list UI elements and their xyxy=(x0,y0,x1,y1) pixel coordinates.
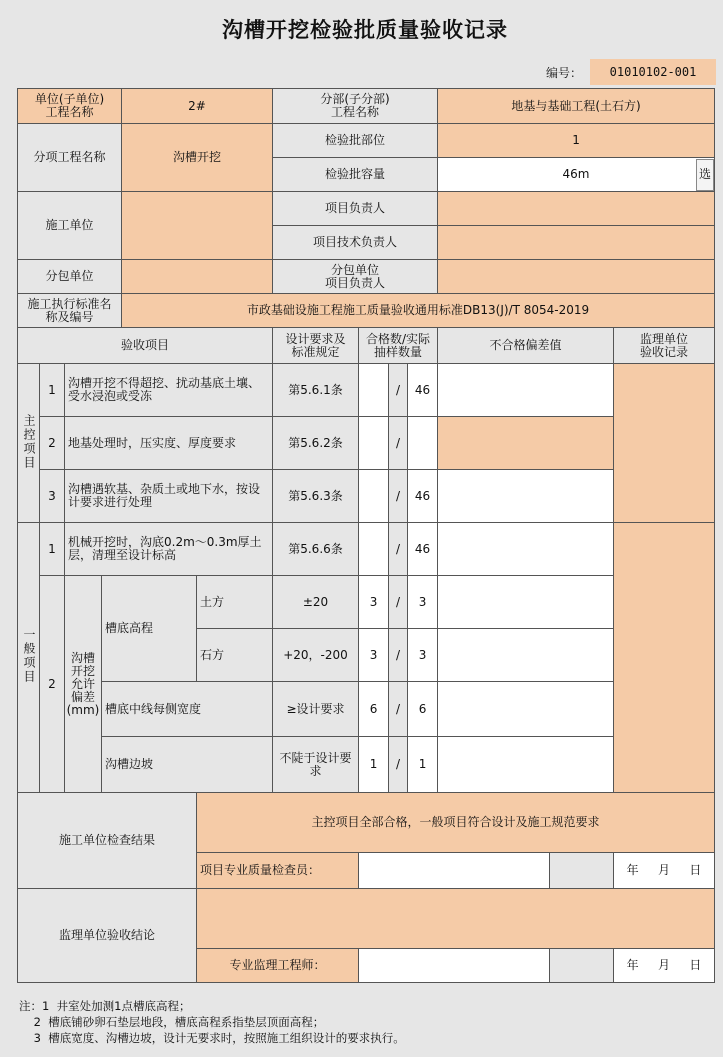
inspection-sheet xyxy=(14,0,716,1057)
item-design: 第5.6.2条 xyxy=(273,417,359,470)
batch-location-value[interactable]: 1 xyxy=(438,124,715,158)
item-deviation[interactable] xyxy=(438,682,614,737)
item-deviation[interactable] xyxy=(438,417,614,470)
tolerance-group-label: 沟槽开挖允许偏差(mm) xyxy=(65,576,102,793)
engineer-gap xyxy=(550,949,614,983)
item-design: +20，-200 xyxy=(273,629,359,682)
item-slash: / xyxy=(389,523,408,576)
inspector-signature[interactable] xyxy=(359,853,550,889)
tech-lead-label: 项目技术负责人 xyxy=(273,226,438,260)
item-total[interactable]: 3 xyxy=(408,576,438,629)
division-name-value[interactable]: 地基与基础工程(土石方) xyxy=(438,89,715,124)
item-design: 第5.6.3条 xyxy=(273,470,359,523)
contractor-check-result[interactable]: 主控项目全部合格，一般项目符合设计及施工规范要求 xyxy=(197,793,715,853)
item-deviation[interactable] xyxy=(438,364,614,417)
standard-value[interactable]: 市政基础设施工程施工质量验收通用标准DB13(J)/T 8054-2019 xyxy=(122,294,715,328)
notes xyxy=(19,998,405,1046)
item-total[interactable]: 1 xyxy=(408,737,438,793)
table-row xyxy=(18,470,715,523)
unit-name-value[interactable]: 2# xyxy=(122,89,273,124)
note-line: 2 槽底铺砂卵石垫层地段，槽底高程系指垫层顶面高程； xyxy=(19,1015,325,1029)
item-pass[interactable] xyxy=(359,364,389,417)
date-month-label: 月 xyxy=(658,863,671,877)
item-design: 不陡于设计要求 xyxy=(273,737,359,793)
col-item-header: 验收项目 xyxy=(18,328,273,364)
division-name-label: 分部(子分部) 工程名称 xyxy=(273,89,438,124)
page-title: 沟槽开挖检验批质量验收记录 xyxy=(222,18,508,42)
unit-name-label: 单位(子单位) 工程名称 xyxy=(18,89,122,124)
table-row xyxy=(18,682,715,737)
item-pass[interactable] xyxy=(359,417,389,470)
batch-capacity-value[interactable]: 46m xyxy=(562,167,590,181)
engineer-signature[interactable] xyxy=(359,949,550,983)
item-design: ±20 xyxy=(273,576,359,629)
item-slash: / xyxy=(389,417,408,470)
item-no: 3 xyxy=(40,470,65,523)
item-deviation[interactable] xyxy=(438,576,614,629)
col-count-header: 合格数/实际 抽样数量 xyxy=(359,328,438,364)
main-group-label: 主控项目 xyxy=(18,364,40,523)
batch-location-label: 检验批部位 xyxy=(273,124,438,158)
item-total[interactable] xyxy=(408,417,438,470)
item-pass[interactable]: 3 xyxy=(359,629,389,682)
date-day-label: 日 xyxy=(689,863,702,877)
table-row xyxy=(18,576,715,629)
item-deviation[interactable] xyxy=(438,470,614,523)
general-supervisor-record[interactable] xyxy=(614,523,715,793)
project-lead-label: 项目负责人 xyxy=(273,192,438,226)
item-slash: / xyxy=(389,576,408,629)
item-no: 1 xyxy=(40,523,65,576)
item-pass[interactable]: 6 xyxy=(359,682,389,737)
table-row xyxy=(18,364,715,417)
supervisor-date[interactable] xyxy=(614,949,715,983)
tech-lead-value[interactable] xyxy=(438,226,715,260)
item-slash: / xyxy=(389,737,408,793)
supervisor-check-label: 监理单位验收结论 xyxy=(18,889,197,983)
item-slash: / xyxy=(389,364,408,417)
item-text: 沟槽开挖不得超挖、扰动基底土壤、受水浸泡或受冻 xyxy=(65,364,273,417)
contractor-value[interactable] xyxy=(122,192,273,260)
item-deviation[interactable] xyxy=(438,737,614,793)
item-pass[interactable]: 1 xyxy=(359,737,389,793)
item-total[interactable]: 46 xyxy=(408,364,438,417)
table-row xyxy=(18,417,715,470)
code-value-field[interactable]: 01010102-001 xyxy=(590,59,716,85)
item-slash: / xyxy=(389,682,408,737)
item-pass[interactable] xyxy=(359,470,389,523)
code-label: 编号： xyxy=(546,66,583,80)
table-row xyxy=(18,523,715,576)
item-no: 2 xyxy=(40,417,65,470)
item-deviation[interactable] xyxy=(438,629,614,682)
item-pass[interactable]: 3 xyxy=(359,576,389,629)
item-no: 2 xyxy=(40,576,65,793)
item-slash: / xyxy=(389,470,408,523)
subcontractor-label: 分包单位 xyxy=(18,260,122,294)
item-total[interactable]: 46 xyxy=(408,523,438,576)
inspector-gap xyxy=(550,853,614,889)
item-total[interactable]: 3 xyxy=(408,629,438,682)
sub-lead-label: 分包单位 项目负责人 xyxy=(273,260,438,294)
date-year-label: 年 xyxy=(626,958,639,972)
main-supervisor-record[interactable] xyxy=(614,364,715,523)
slope-label: 沟槽边坡 xyxy=(102,737,273,793)
sub-item-label: 土方 xyxy=(197,576,273,629)
inspector-label: 项目专业质量检查员： xyxy=(197,853,359,889)
col-supervisor-header: 监理单位 验收记录 xyxy=(614,328,715,364)
item-total[interactable]: 46 xyxy=(408,470,438,523)
item-design: 第5.6.1条 xyxy=(273,364,359,417)
item-text: 沟槽遇软基、杂质土或地下水，按设计要求进行处理 xyxy=(65,470,273,523)
sub-item-label: 石方 xyxy=(197,629,273,682)
general-group-label: 一般项目 xyxy=(18,523,40,793)
subcontractor-value[interactable] xyxy=(122,260,273,294)
item-no: 1 xyxy=(40,364,65,417)
date-month-label: 月 xyxy=(658,958,671,972)
standard-label: 施工执行标准名 称及编号 xyxy=(18,294,122,328)
sub-lead-value[interactable] xyxy=(438,260,715,294)
note-line: 3 槽底宽度、沟槽边坡，设计无要求时，按照施工组织设计的要求执行。 xyxy=(19,1031,405,1045)
col-deviation-header: 不合格偏差值 xyxy=(438,328,614,364)
project-lead-value[interactable] xyxy=(438,192,715,226)
item-text: 机械开挖时，沟底0.2m～0.3m厚土层，清理至设计标高 xyxy=(65,523,273,576)
table-row xyxy=(18,737,715,793)
inspection-table xyxy=(17,88,715,983)
item-total[interactable]: 6 xyxy=(408,682,438,737)
item-slash: / xyxy=(389,629,408,682)
item-deviation[interactable] xyxy=(438,523,614,576)
select-button[interactable]: 选 xyxy=(696,159,714,191)
contractor-date[interactable] xyxy=(614,853,715,889)
contractor-label: 施工单位 xyxy=(18,192,122,260)
bottom-elevation-label: 槽底高程 xyxy=(102,576,197,682)
batch-capacity-cell xyxy=(438,158,715,192)
date-day-label: 日 xyxy=(689,958,702,972)
engineer-label: 专业监理工程师： xyxy=(197,949,359,983)
subitem-name-value[interactable]: 沟槽开挖 xyxy=(122,124,273,192)
item-text: 地基处理时，压实度、厚度要求 xyxy=(65,417,273,470)
item-design: 第5.6.6条 xyxy=(273,523,359,576)
subitem-name-label: 分项工程名称 xyxy=(18,124,122,192)
centerline-label: 槽底中线每侧宽度 xyxy=(102,682,273,737)
contractor-check-label: 施工单位检查结果 xyxy=(18,793,197,889)
batch-capacity-label: 检验批容量 xyxy=(273,158,438,192)
date-year-label: 年 xyxy=(626,863,639,877)
item-pass[interactable] xyxy=(359,523,389,576)
supervisor-check-result[interactable] xyxy=(197,889,715,949)
item-design: ≥设计要求 xyxy=(273,682,359,737)
col-design-header: 设计要求及 标准规定 xyxy=(273,328,359,364)
note-line: 注：1 井室处加测1点槽底高程； xyxy=(19,999,191,1013)
